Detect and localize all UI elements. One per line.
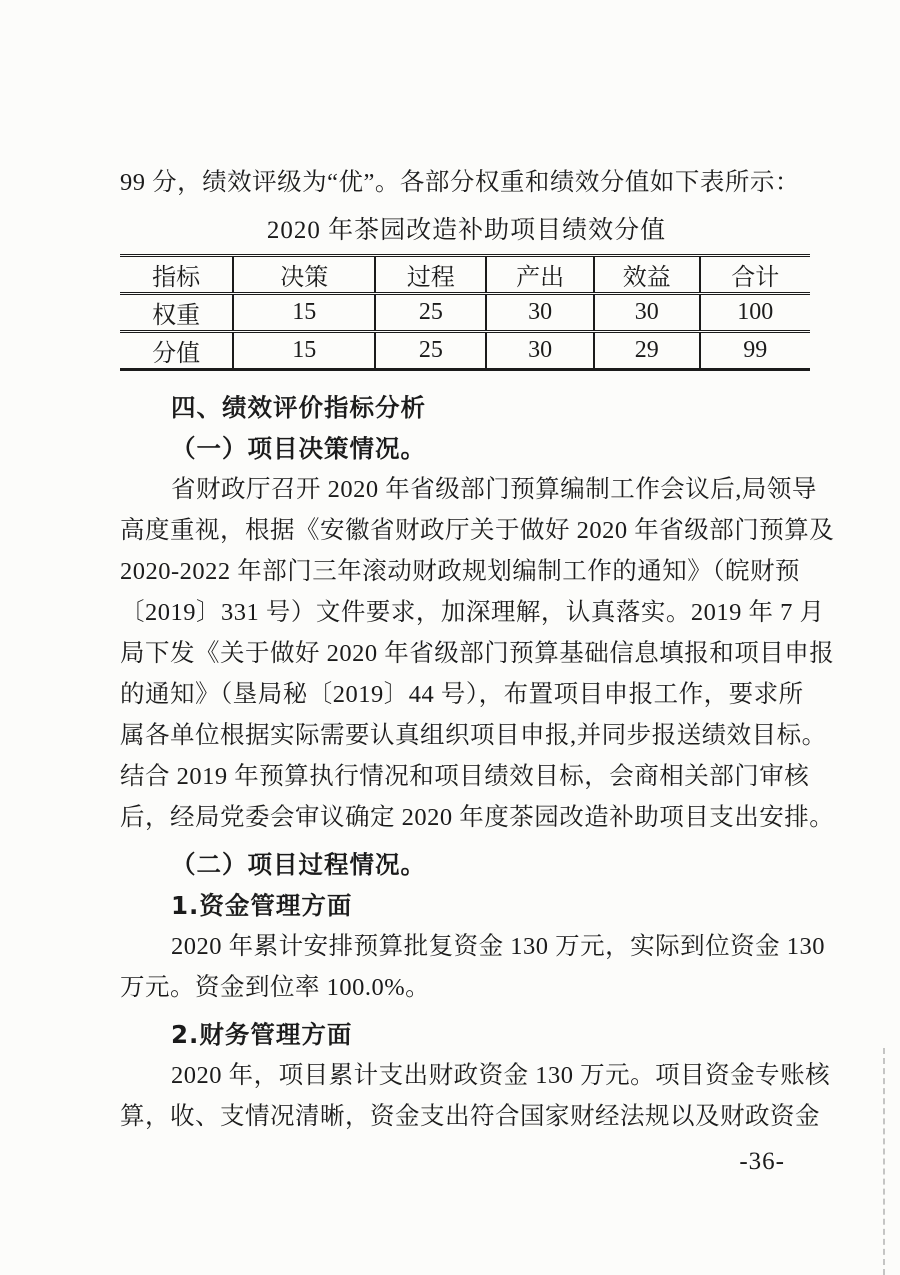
text-line: 2020-2022 年部门三年滚动财政规划编制工作的通知》（皖财预 (120, 558, 801, 585)
table-cell: 25 (375, 332, 486, 370)
table-cell: 99 (700, 332, 810, 370)
text-line: 万元。资金到位率 100.0%。 (120, 974, 431, 1001)
paragraph-decision (120, 469, 835, 838)
text-line: 的通知》（垦局秘〔2019〕44 号），布置项目申报工作，要求所 (120, 681, 804, 708)
scan-artifact-line (883, 1048, 885, 1275)
text-line: 局下发《关于做好 2020 年省级部门预算基础信息填报和项目申报 (120, 640, 835, 667)
row-label: 分值 (152, 341, 201, 367)
table-cell: 30 (486, 294, 594, 332)
intro-line: 99 分，绩效评级为“优”。各部分权重和绩效分值如下表所示： (120, 169, 800, 196)
section-heading-4: 四、绩效评价指标分析 (171, 393, 426, 422)
table-cell: 15 (233, 294, 375, 332)
table-header-row (120, 256, 810, 294)
text-line: 高度重视，根据《安徽省财政厅关于做好 2020 年省级部门预算及 (120, 517, 835, 544)
subsection-heading-4-2-1: 1.资金管理方面 (171, 891, 353, 920)
table-cell: 15 (233, 332, 375, 370)
table-cell: 30 (594, 294, 700, 332)
table-title: 2020 年茶园改造补助项目绩效分值 (266, 217, 667, 244)
table-cell: 25 (375, 294, 486, 332)
table-cell: 29 (594, 332, 700, 370)
text-line: 2020 年，项目累计支出财政资金 130 万元。项目资金专账核 (171, 1062, 831, 1089)
text-line: 算，收、支情况清晰，资金支出符合国家财经法规以及财政资金 (120, 1103, 820, 1130)
table-cell: 100 (700, 294, 810, 332)
table-row-weight (120, 294, 810, 332)
subsection-heading-4-1: （一）项目决策情况。 (171, 434, 426, 463)
table-header-cell: 产出 (486, 256, 594, 294)
paragraph-funds (120, 926, 825, 1008)
text-line: 结合 2019 年预算执行情况和项目绩效目标，会商相关部门审核 (120, 763, 810, 790)
performance-score-table (120, 254, 810, 371)
subsection-heading-4-2: （二）项目过程情况。 (171, 850, 426, 879)
page-number: -36- (739, 1148, 785, 1175)
table-header-cell: 决策 (233, 256, 375, 294)
text-line: 省财政厅召开 2020 年省级部门预算编制工作会议后,局领导 (171, 476, 817, 503)
table-cell: 30 (486, 332, 594, 370)
table-header-cell: 合计 (700, 256, 810, 294)
row-label: 权重 (120, 294, 233, 332)
table-header-cell: 过程 (375, 256, 486, 294)
paragraph-finance (120, 1055, 831, 1137)
text-line: 属各单位根据实际需要认真组织项目申报,并同步报送绩效目标。 (120, 722, 827, 749)
subsection-heading-4-2-2: 2.财务管理方面 (171, 1020, 353, 1049)
table-header-cell: 效益 (594, 256, 700, 294)
text-line: 2020 年累计安排预算批复资金 130 万元，实际到位资金 130 (171, 933, 825, 960)
text-line: 〔2019〕331 号）文件要求，加深理解，认真落实。2019 年 7 月 (120, 599, 825, 626)
text-line: 后，经局党委会审议确定 2020 年度茶园改造补助项目支出安排。 (120, 804, 835, 831)
table-row-score (120, 332, 810, 370)
table-header-cell: 指标 (120, 256, 233, 294)
